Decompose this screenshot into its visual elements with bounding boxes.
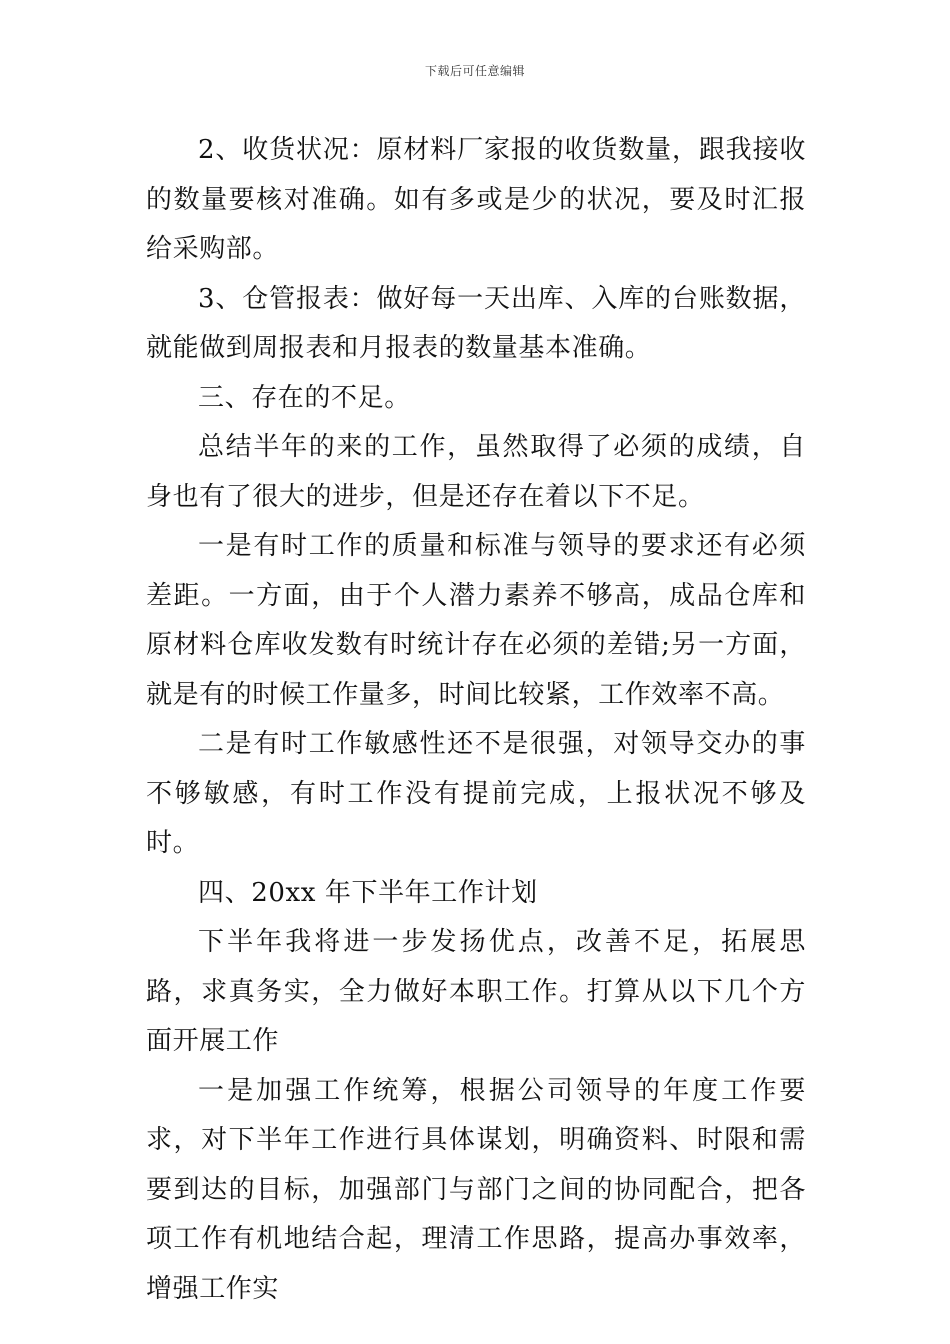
paragraph-shortcoming-one: 一是有时工作的质量和标准与领导的要求还有必须差距。一方面，由于个人潜力素养不够高，成品仓库和原材料仓库收发数有时统计存在必须的差错;另一方面，就是有的时候工作量多，时间比较紧，工作效率不高。: [146, 531, 806, 710]
paragraph-plan-intro: 下半年我将进一步发扬优点，改善不足，拓展思路，求真务实，全力做好本职工作。打算从以下几个方面开展工作: [146, 927, 806, 1056]
paragraph-shortcoming-two: 二是有时工作敏感性还不是很强，对领导交办的事不够敏感，有时工作没有提前完成，上报状况不够及时。: [146, 729, 806, 858]
document-body: [146, 126, 806, 1314]
page-header: 下载后可任意编辑: [424, 64, 525, 78]
section-heading-shortcomings: 三、存在的不足。: [198, 382, 411, 413]
paragraph-plan-one: 一是加强工作统筹，根据公司领导的年度工作要求，对下半年工作进行具体谋划，明确资料、时限和需要到达的目标，加强部门与部门之间的协同配合，把各项工作有机地结合起，理清工作思路，提高办事效率，增强工作实: [146, 1075, 806, 1304]
paragraph-receiving-status: 2、收货状况：原材料厂家报的收货数量，跟我接收的数量要核对准确。如有多或是少的状况，要及时汇报给采购部。: [146, 135, 806, 264]
section-heading-plan: 四、20xx 年下半年工作计划: [198, 877, 538, 908]
paragraph-warehouse-reports: 3、仓管报表：做好每一天出库、入库的台账数据，就能做到周报表和月报表的数量基本准确。: [146, 283, 806, 363]
paragraph-summary: 总结半年的来的工作，虽然取得了必须的成绩，自身也有了很大的进步，但是还存在着以下不足。: [146, 432, 806, 512]
